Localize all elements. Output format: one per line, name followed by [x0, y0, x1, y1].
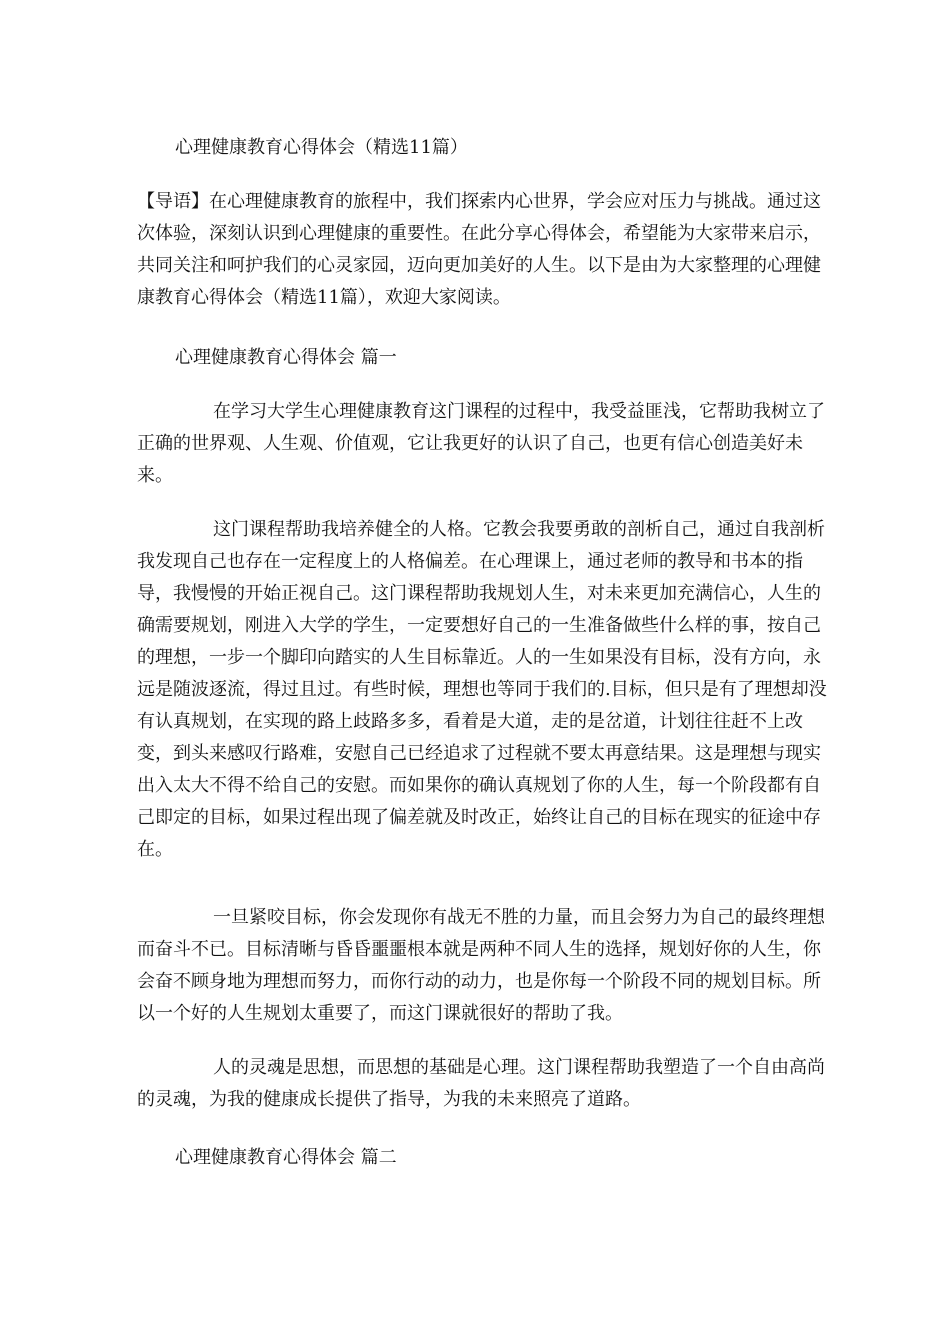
- paragraph-1: 在学习大学生心理健康教育这门课程的过程中，我受益匪浅，它帮助我树立了正确的世界观、人生观、价值观，它让我更好的认识了自己，也更有信心创造美好未来。: [137, 401, 825, 486]
- section-heading-2: 心理健康教育心得体会 篇二: [175, 1147, 397, 1168]
- section-heading-1: 心理健康教育心得体会 篇一: [175, 347, 397, 368]
- paragraph-4: 人的灵魂是思想，而思想的基础是心理。这门课程帮助我塑造了一个自由高尚的灵魂，为我的健康成长提供了指导，为我的未来照亮了道路。: [137, 1057, 825, 1110]
- intro-paragraph: 【导语】在心理健康教育的旅程中，我们探索内心世界，学会应对压力与挑战。通过这次体验，深刻认识到心理健康的重要性。在此分享心得体会，希望能为大家带来启示，共同关注和呵护我们的心灵家园，迈向更加美好的人生。以下是由为大家整理的心理健康教育心得体会（精选11篇），欢迎大家阅读。: [137, 191, 821, 308]
- paragraph-2: 这门课程帮助我培养健全的人格。它教会我要勇敢的剖析自己，通过自我剖析我发现自己也存在一定程度上的人格偏差。在心理课上，通过老师的教导和书本的指导，我慢慢的开始正视自己。这门课程帮助我规划人生，对未来更加充满信心，人生的确需要规划，刚进入大学的学生，一定要想好自己的一生准备做些什么样的事，按自己的理想，一步一个脚印向踏实的人生目标靠近。人的一生如果没有目标，没有方向，永远是随波逐流，得过且过。有些时候，理想也等同于我们的.目标，但只是有了理想却没有认真规划，在实现的路上歧路多多，看着是大道，走的是岔道，计划往往赶不上改变，到头来感叹行路难，安慰自己已经追求了过程就不要太再意结果。这是理想与现实出入太大不得不给自己的安慰。而如果你的确认真规划了你的人生，每一个阶段都有自己即定的目标，如果过程出现了偏差就及时改正，始终让自己的目标在现实的征途中存在。: [137, 519, 827, 860]
- document-title: 心理健康教育心得体会（精选11篇）: [175, 137, 468, 158]
- paragraph-3: 一旦紧咬目标，你会发现你有战无不胜的力量，而且会努力为自己的最终理想而奋斗不已。目标清晰与昏昏噩噩根本就是两种不同人生的选择，规划好你的人生，你会奋不顾身地为理想而努力，而你行动的动力，也是你每一个阶段不同的规划目标。所以一个好的人生规划太重要了，而这门课就很好的帮助了我。: [137, 907, 825, 1024]
